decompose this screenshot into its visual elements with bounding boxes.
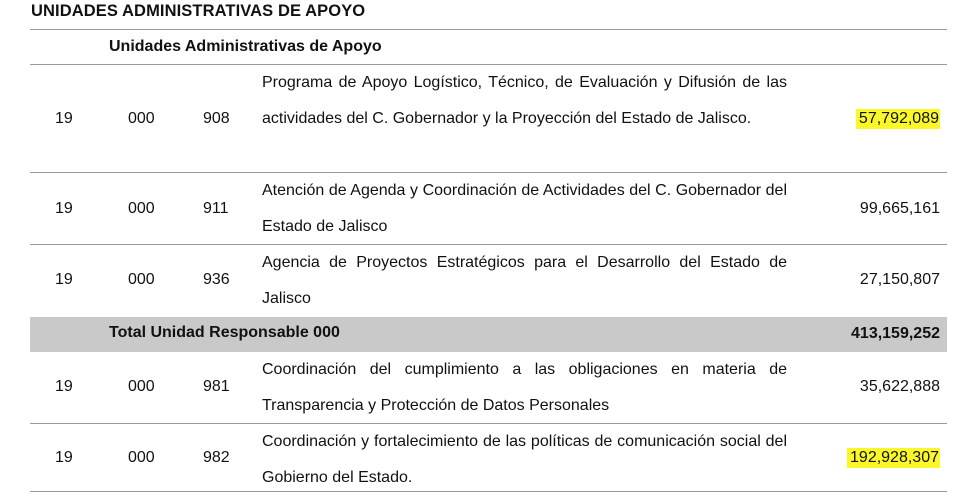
row-amount: 27,150,807 bbox=[859, 271, 940, 288]
row-description: Programa de Apoyo Logístico, Técnico, de Evaluación y Difusión de las actividades del C. Gobernador y la Proyección del Estado de Jalisco. bbox=[262, 74, 787, 127]
code-3: 911 bbox=[203, 200, 229, 217]
code-1: 19 bbox=[55, 271, 73, 288]
total-label: Total Unidad Responsable 000 bbox=[109, 324, 340, 341]
row-description: Agencia de Proyectos Estratégicos para el Desarrollo del Estado de Jalisco bbox=[262, 254, 787, 307]
highlighted-amount: 57,792,089 bbox=[856, 109, 940, 129]
row-description: Coordinación y fortalecimiento de las políticas de comunicación social del Gobierno del Estado. bbox=[262, 433, 787, 486]
table-row bbox=[30, 424, 947, 496]
table-row bbox=[30, 173, 947, 245]
section-header bbox=[30, 29, 947, 65]
total-row bbox=[30, 317, 947, 352]
code-1: 19 bbox=[55, 378, 73, 395]
row-description: Atención de Agenda y Coordinación de Actividades del C. Gobernador del Estado de Jalisco bbox=[262, 182, 787, 235]
code-2: 000 bbox=[128, 449, 155, 466]
code-2: 000 bbox=[128, 200, 155, 217]
row-amount bbox=[856, 109, 940, 129]
code-2: 000 bbox=[128, 110, 155, 127]
code-3: 981 bbox=[203, 378, 230, 395]
code-1: 19 bbox=[55, 449, 73, 466]
row-amount: 35,622,888 bbox=[859, 378, 940, 395]
row-amount bbox=[847, 448, 940, 468]
highlighted-amount: 192,928,307 bbox=[847, 448, 940, 468]
section-label: Unidades Administrativas de Apoyo bbox=[109, 38, 382, 55]
code-3: 982 bbox=[203, 449, 230, 466]
table-row bbox=[30, 352, 947, 424]
table-row bbox=[30, 65, 947, 173]
table-row bbox=[30, 245, 947, 317]
code-1: 19 bbox=[55, 200, 73, 217]
code-2: 000 bbox=[128, 271, 155, 288]
document-title: UNIDADES ADMINISTRATIVAS DE APOYO bbox=[31, 2, 366, 20]
row-description: Coordinación del cumplimiento a las obligaciones en materia de Transparencia y Protección de Datos Personales bbox=[262, 361, 787, 414]
code-1: 19 bbox=[55, 110, 73, 127]
table-rule bbox=[30, 491, 947, 492]
code-3: 908 bbox=[203, 110, 230, 127]
total-amount: 413,159,252 bbox=[851, 325, 940, 342]
row-amount: 99,665,161 bbox=[859, 200, 940, 217]
code-3: 936 bbox=[203, 271, 230, 288]
code-2: 000 bbox=[128, 378, 155, 395]
